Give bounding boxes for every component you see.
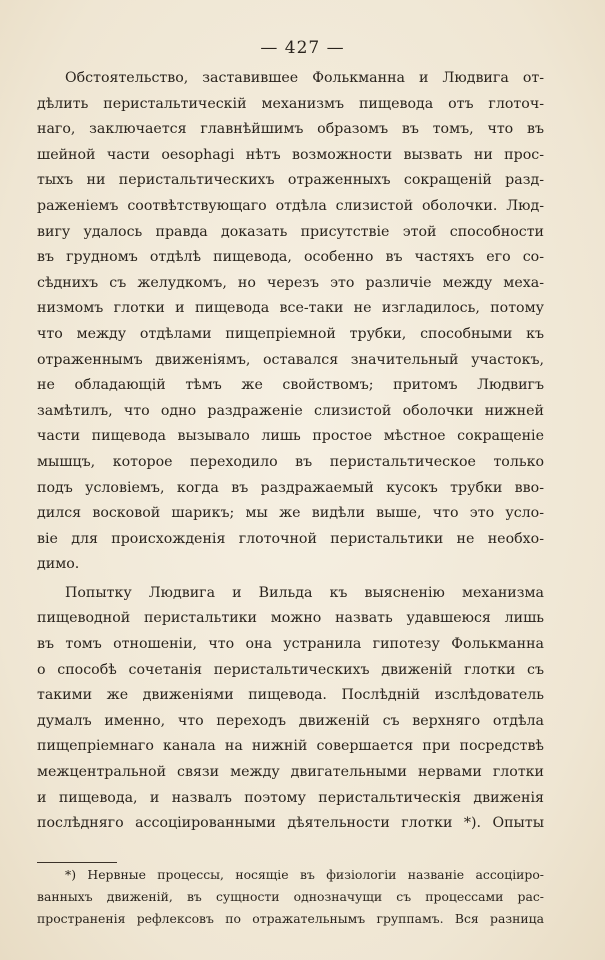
text-line: дѣлить перистальтическій механизмъ пищевода отъ глоточ- [37, 95, 544, 112]
text-line: шейной части oesophagi нѣтъ возможности вызвать ни прос- [37, 146, 544, 163]
text-line: о способѣ сочетанія перистальтическихъ движеній глотки съ [37, 661, 544, 678]
text-line: сѣднихъ съ желудкомъ, но черезъ это различіе между меха- [37, 274, 544, 291]
text-line: пищепріемнаго канала на нижній совершается при посредствѣ [37, 738, 544, 755]
text-line: мышцъ, которое переходило въ перистальтическое только [37, 453, 544, 470]
footnote [37, 864, 544, 930]
paragraph-2 [37, 581, 544, 837]
text-line: что между отдѣлами пищепріемной трубки, способными къ [37, 325, 544, 342]
text-line: дился восковой шарикъ; мы же видѣли выше, что это усло- [37, 505, 544, 522]
footnote-line: пространенія рефлексовъ по отражательнымъ группамъ. Вся разница [37, 911, 544, 926]
footnote-divider [37, 862, 117, 863]
text-line: димо. [37, 556, 80, 573]
text-line: віе для происхожденія глоточной перистальтики не необхо- [37, 530, 544, 547]
text-line: наго, заключается главнѣйшимъ образомъ въ томъ, что въ [37, 121, 544, 138]
text-line: и пищевода, и назвалъ поэтому перистальтическія движенія [37, 789, 544, 806]
text-line: части пищевода вызывало лишь простое мѣстное сокращеніе [37, 428, 544, 445]
footnote-line: ванныхъ движеній, въ сущности однозначущи съ процессами рас- [37, 889, 544, 904]
text-line: отраженнымъ движеніямъ, оставался значительный участокъ, [37, 351, 544, 368]
text-line: раженіемъ соотвѣтствующаго отдѣла слизистой оболочки. Люд- [37, 197, 544, 214]
text-line: не обладающій тѣмъ же свойствомъ; притомъ Людвигъ [37, 377, 544, 394]
text-line: такими же движеніями пищевода. Послѣдній изслѣдователь [37, 687, 544, 704]
text-line: межцентральной связи между двигательными нервами глотки [37, 764, 544, 781]
text-line: Попытку Людвига и Вильда къ выясненію механизма [65, 584, 544, 601]
footnote-line: *) Нервные процессы, носящіе въ физіологіи названіе ассоціиро- [65, 867, 544, 882]
text-line: тыхъ ни перистальтическихъ отраженныхъ сокращеній разд- [37, 172, 544, 189]
page-number: — 427 — [260, 38, 345, 58]
text-line: вигу удалось правда доказать присутствіе этой способности [37, 223, 544, 240]
text-line: въ томъ отношеніи, что она устранила гипотезу Фолькманна [37, 636, 544, 653]
text-line: думалъ именно, что переходъ движеній съ верхняго отдѣла [37, 712, 544, 729]
text-line: въ грудномъ отдѣлѣ пищевода, особенно въ частяхъ его со- [37, 249, 544, 266]
body-text [37, 66, 544, 837]
text-line: низмомъ глотки и пищевода все-таки не изгладилось, потому [37, 300, 544, 317]
text-line: подъ условіемъ, когда въ раздражаемый кусокъ трубки вво- [37, 479, 544, 496]
text-line: пищеводной перистальтики можно назвать удавшеюся лишь [37, 610, 544, 627]
text-line: замѣтилъ, что одно раздраженіе слизистой оболочки нижней [37, 402, 544, 419]
text-line: послѣдняго ассоціированными дѣятельности глотки *). Опыты [37, 815, 544, 832]
paragraph-1 [37, 66, 544, 578]
text-line: Обстоятельство, заставившее Фолькманна и Людвига от- [65, 70, 544, 86]
